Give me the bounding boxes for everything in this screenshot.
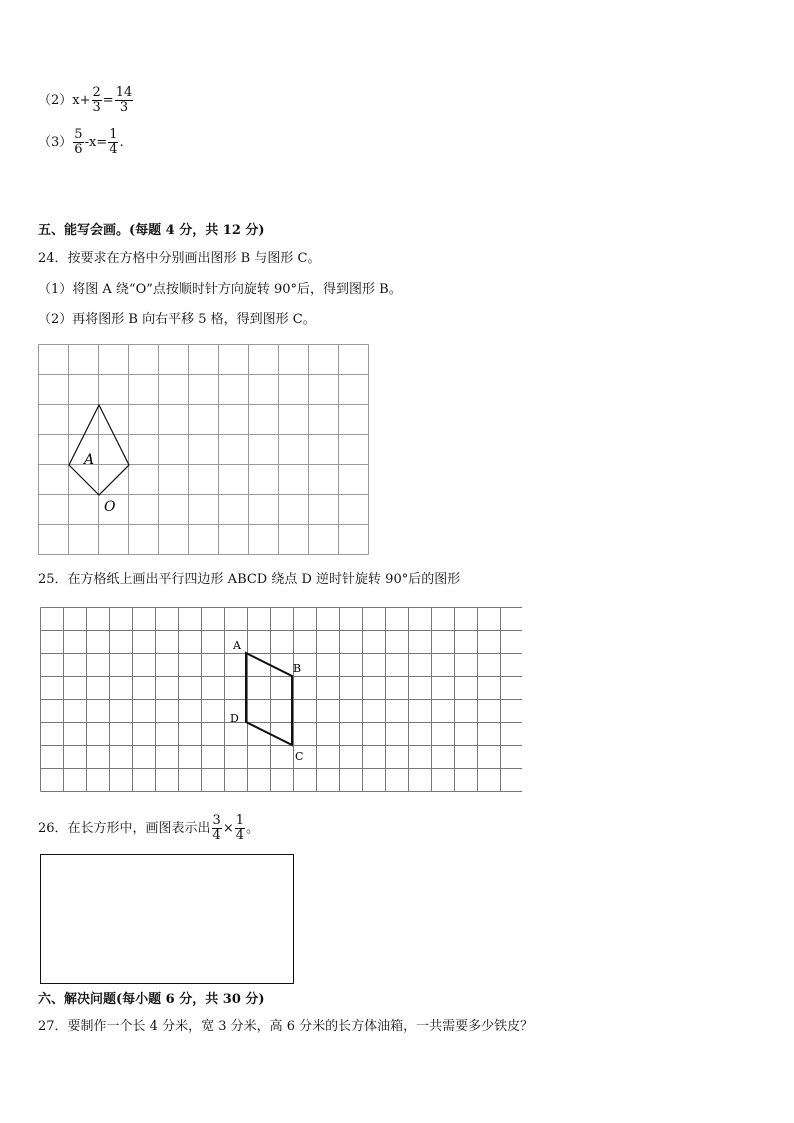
question-24-sub1: （1）将图 A 绕“O”点按顺时针方向旋转 90°后，得到图形 B。 (38, 282, 402, 297)
question-24: 24．按要求在方格中分别画出图形 B 与图形 C。 (38, 251, 321, 266)
drawing-rectangle[interactable] (40, 854, 294, 984)
fraction: $\frac{1}{4}$ (109, 127, 118, 157)
question-25: 25．在方格纸上画出平行四边形 ABCD 绕点 D 逆时针旋转 90°后的图形 (38, 572, 461, 587)
fraction: $\frac{2}{3}$ (92, 85, 101, 115)
fraction: $\frac{3}{4}$ (212, 813, 221, 843)
question-24-sub2: （2）再将图形 B 向右平移 5 格，得到图形 C。 (38, 312, 316, 327)
label-o: O (104, 499, 116, 515)
question-26: 26．在长方形中，画图表示出 $\frac{3}{4}$ × $\frac{1}{4}$ 。 (38, 813, 260, 843)
equation-3-label: （3） (38, 135, 73, 150)
equation-2-label: （2）x+ (38, 93, 91, 108)
label-d: D (230, 712, 239, 725)
section-5-title: 五、能写会画。(每题 4 分，共 12 分) (38, 223, 265, 238)
grid-24 (37, 343, 373, 557)
fraction: $\frac{1}{4}$ (235, 813, 245, 843)
grid-lines (41, 608, 523, 792)
grid-25 (39, 606, 522, 796)
question-27: 27．要制作一个长 4 分米，宽 3 分米，高 6 分米的长方体油箱，一共需要多少铁皮？ (38, 1019, 534, 1034)
label-a: A (233, 639, 241, 652)
label-b: B (293, 662, 302, 675)
grid-lines (39, 345, 369, 555)
fraction: $\frac{14}{3}$ (115, 85, 133, 115)
section-6-title: 六、解决问题(每小题 6 分，共 30 分) (38, 992, 265, 1007)
label-c: C (295, 750, 304, 763)
fraction: $\frac{5}{6}$ (74, 127, 83, 157)
equation-2: （2）x+ $\frac{2}{3}$ = $\frac{14}{3}$ (38, 85, 133, 115)
equation-3: （3） $\frac{5}{6}$ -x= $\frac{1}{4}$ . (38, 127, 124, 157)
label-a: A (84, 452, 95, 468)
